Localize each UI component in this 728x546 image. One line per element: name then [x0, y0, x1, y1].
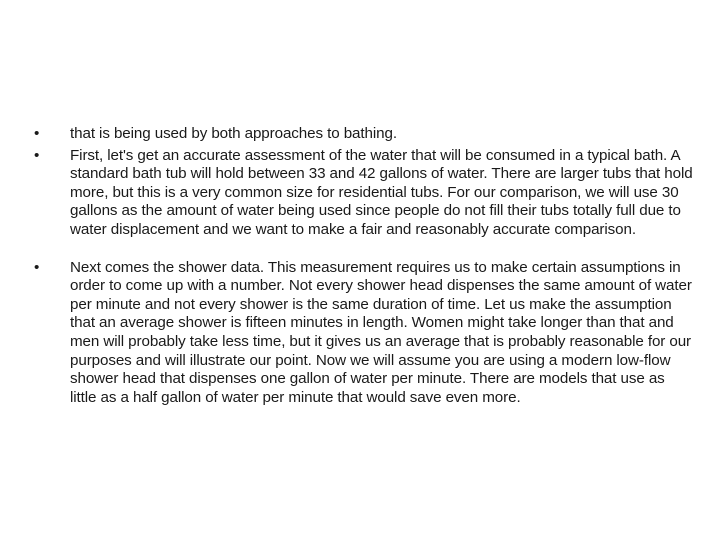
- bullet-dot-icon: •: [34, 146, 40, 164]
- bullet-text-2: First, let's get an accurate assessment of the water that will be consumed in a typical bath. A standard bath tub will hold between 33 and 42 gallons of water. There are larger tubs that hold more, but this is a very common size for residential tubs. For our comparison, we will use 30 gallons as the amount of water being used since people do not fill their tubs totally full due to water displacement and we want to make a fair and reasonably accurate comparison.: [70, 146, 693, 238]
- bullet-list: [34, 125, 694, 407]
- bullet-item-2: [34, 147, 694, 240]
- bullet-text-1: that is being used by both approaches to bathing.: [70, 125, 397, 142]
- bullet-dot-icon: •: [34, 125, 40, 142]
- slide-body: [34, 125, 694, 410]
- bullet-text-3: Next comes the shower data. This measurement requires us to make certain assumptions in order to come up with a number. Not every shower head dispenses the same amount of water per minute and not every shower is the same duration of time. Let us make the assumption that an average shower is fifteen minutes in length. Women might take longer than that and men will probably take less time, but it gives us an average that is probably reasonable for our purposes and will illustrate our point. Now we will assume you are using a modern low-flow shower head that dispenses one gallon of water per minute. There are models that use as little as a half gallon of water per minute that would save even more.: [70, 258, 692, 406]
- bullet-item-1: [34, 125, 694, 144]
- bullet-dot-icon: •: [34, 258, 40, 276]
- bullet-item-3: [34, 259, 694, 408]
